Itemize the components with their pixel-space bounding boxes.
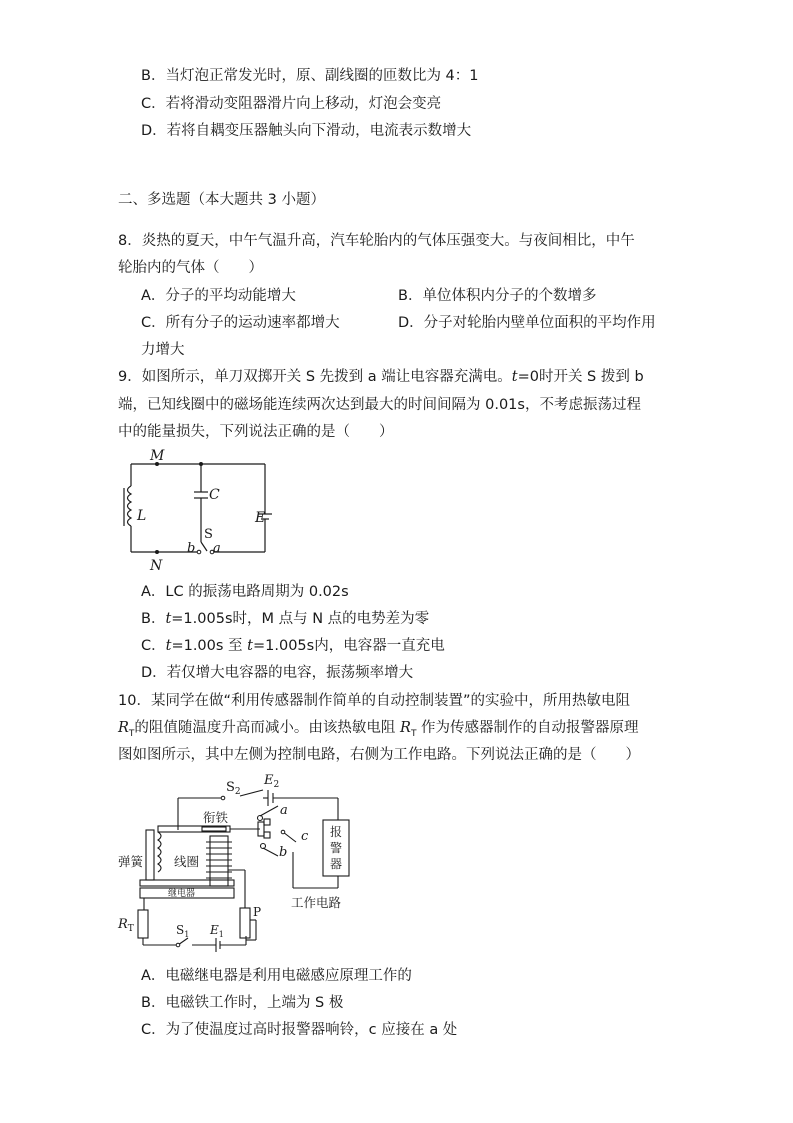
q8-option-d-continued: 力增大 (141, 342, 185, 358)
label-l: L (137, 508, 147, 524)
q9-option-b-t: t (165, 611, 172, 627)
label-m: M (150, 448, 165, 464)
label-p: P (253, 905, 262, 919)
label-relay: 继电器 (168, 889, 196, 899)
q8-option-c: C．所有分子的运动速率都增大 (141, 315, 340, 331)
node-c-dot (199, 462, 203, 466)
q9-stem-line3: 中的能量损失，下列说法正确的是（ ） (118, 424, 394, 440)
section-title: 二、多选题（本大题共 3 小题） (118, 192, 325, 208)
switch-contact-b (197, 550, 201, 554)
label-alarm-1: 报 (330, 825, 343, 839)
switch-s2-contact (221, 796, 225, 800)
q10-rt-symbol-2: R (400, 720, 411, 736)
q9-option-b (141, 609, 429, 629)
label-c: c (301, 829, 309, 844)
label-c: C (209, 487, 220, 503)
switch-s1-contact (176, 943, 180, 947)
q8-option-b: B．单位体积内分子的个数增多 (398, 288, 597, 304)
q10-option-c: C．为了使温度过高时报警器响铃，c 应接在 a 处 (141, 1022, 458, 1038)
label-rt: $R_T$ (118, 917, 134, 934)
q9-option-c-mid: =1.00s 至 (171, 638, 248, 654)
q8-option-a: A．分子的平均动能增大 (141, 288, 296, 304)
q8-option-d: D．分子对轮胎内壁单位面积的平均作用 (398, 315, 656, 331)
q9-option-d: D．若仅增大电容器的电容，振荡频率增大 (141, 665, 414, 681)
label-e1: $E_1$ (210, 923, 224, 939)
q10-rt-subscript: T (128, 728, 135, 739)
q9-option-c (141, 636, 445, 656)
node-n-dot (155, 550, 159, 554)
q7-option-c: C．若将滑动变阻器滑片向上移动，灯泡会变亮 (141, 96, 442, 112)
label-b: b (187, 541, 196, 556)
q9-stem-text-a: 9．如图所示，单刀双掷开关 S 先拨到 a 端让电容器充满电。 (118, 369, 512, 385)
label-s2: $S_2$ (226, 780, 241, 797)
q10-stem-line2 (118, 718, 639, 744)
q7-option-d: D．若将自耦变压器触头向下滑动，电流表示数增大 (141, 123, 472, 139)
q10-stem-line3: 图如图所示，其中左侧为控制电路，右侧为工作电路。下列说法正确的是（ ） (118, 747, 640, 763)
label-armature: 衔铁 (203, 810, 229, 825)
label-work-circuit: 工作电路 (291, 895, 342, 910)
q10-stem-line1: 10．某同学在做“利用传感器制作简单的自动控制装置”的实验中，所用热敏电阻 (118, 693, 630, 709)
label-alarm-2: 警 (330, 841, 343, 855)
q9-option-b-prefix: B． (141, 611, 166, 627)
label-s1: $S_1$ (176, 923, 190, 939)
q10-stem-line2-text-2: 作为传感器制作的自动报警器原理 (416, 720, 639, 736)
label-a: a (280, 803, 288, 818)
q9-stem-text-b: =0时开关 S 拨到 b (517, 369, 644, 385)
lc-circuit-diagram (115, 446, 280, 576)
q10-rt-symbol: R (118, 720, 129, 736)
contact-c-dot (281, 830, 285, 834)
q8-stem-line2: 轮胎内的气体（ ） (118, 260, 263, 276)
label-s: S (204, 527, 213, 542)
label-coil: 线圈 (174, 854, 200, 869)
q10-stem-line2-text: 的阻值随温度升高而减小。由该热敏电阻 (134, 720, 401, 736)
label-e: E (255, 510, 266, 526)
label-n: N (150, 558, 163, 574)
q9-stem-t: t (511, 369, 518, 385)
q9-option-a: A．LC 的振荡电路周期为 0.02s (141, 584, 349, 600)
q9-stem-line2: 端，已知线圈中的磁场能连续两次达到最大的时间间隔为 0.01s，不考虑振荡过程 (118, 397, 641, 413)
q9-option-c-text: =1.005s内，电容器一直充电 (253, 638, 445, 654)
label-e2: $E_2$ (264, 773, 280, 790)
q9-option-c-t2: t (247, 638, 253, 654)
q9-option-c-prefix: C． (141, 638, 166, 654)
q8-stem-line1: 8．炎热的夏天，中午气温升高，汽车轮胎内的气体压强变大。与夜间相比，中午 (118, 233, 635, 249)
label-alarm-3: 器 (330, 857, 343, 871)
q7-option-b: B．当灯泡正常发光时，原、副线圈的匝数比为 4：1 (141, 68, 479, 84)
label-a: a (213, 541, 221, 556)
label-b: b (279, 845, 288, 860)
label-spring: 弹簧 (118, 854, 144, 869)
q10-rt-subscript-2: T (410, 728, 417, 739)
q10-option-a: A．电磁继电器是利用电磁感应原理工作的 (141, 968, 412, 984)
q9-option-b-text: =1.005s时，M 点与 N 点的电势差为零 (171, 611, 430, 627)
q10-option-b: B．电磁铁工作时，上端为 S 极 (141, 995, 344, 1011)
q9-stem-line1 (118, 367, 644, 387)
relay-alarm-diagram (118, 770, 368, 950)
q9-option-c-t1: t (165, 638, 172, 654)
